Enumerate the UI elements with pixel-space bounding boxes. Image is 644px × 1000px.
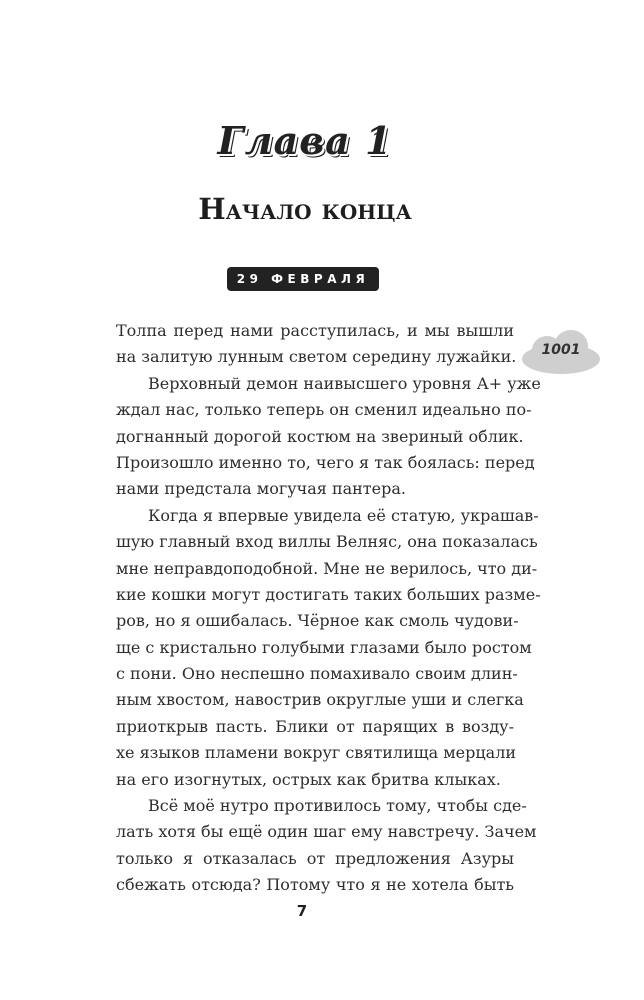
- text-line: ным хвостом, навострив округлые уши и слегка: [116, 690, 524, 710]
- text-line: Толпа перед нами расступилась, и мы вышли: [116, 321, 514, 340]
- paragraph: [116, 503, 541, 793]
- text-line: хе языков пламени вокруг святилища мерцали: [116, 743, 517, 763]
- paragraph: [116, 371, 541, 503]
- page-number: 7: [296, 902, 308, 920]
- text-line: догнанный дорогой костюм на звериный облик.: [116, 426, 524, 446]
- text-line: сбежать отсюда? Потому что я не хотела быть: [116, 875, 514, 895]
- text-line: на его изогнутых, острых как бритва клыках.: [116, 769, 501, 789]
- text-line: Произошло именно то, чего я так боялась: перед: [116, 452, 535, 472]
- chapter-title: Начало конца: [198, 192, 412, 226]
- text-line: ров, но я ошибалась. Чёрное как смоль чудови-: [116, 611, 519, 631]
- body-text: [116, 318, 541, 899]
- text-line: ще с кристально голубыми глазами было ростом: [116, 637, 532, 657]
- text-line: Когда я впервые увидела её статую, украшав-: [148, 505, 539, 525]
- text-line: Всё моё нутро противилось тому, чтобы сде-: [148, 796, 527, 816]
- cloud-icon: [522, 330, 600, 374]
- text-line: шую главный вход виллы Велняс, она показалась: [116, 532, 538, 552]
- text-line: мне неправдоподобной. Мне не верилось, что ди-: [116, 558, 538, 578]
- text-line: с пони. Оно неспешно помахивало своим длин-: [116, 664, 518, 684]
- text-line: приоткрыв пасть. Блики от парящих в возду-: [116, 716, 514, 736]
- text-line: Верховный демон наивысшего уровня А+ уже: [148, 373, 541, 393]
- paragraph: [116, 793, 537, 899]
- paragraph: [116, 318, 517, 371]
- text-line: лать хотя бы ещё один шаг ему навстречу. Зачем: [116, 822, 537, 842]
- text-line: на залитую лунным светом середину лужайки.: [116, 347, 517, 367]
- margin-tag: 1001: [541, 342, 581, 358]
- date-badge: 29 ФЕВРАЛЯ: [227, 267, 379, 291]
- text-line: нами предстала могучая пантера.: [116, 479, 406, 499]
- text-line: ждал нас, только теперь он сменил идеально по-: [116, 400, 532, 420]
- chapter-label: Глава 1: [217, 118, 393, 163]
- text-line: кие кошки могут достигать таких больших разме-: [116, 584, 541, 604]
- text-line: только я отказалась от предложения Азуры: [116, 848, 514, 868]
